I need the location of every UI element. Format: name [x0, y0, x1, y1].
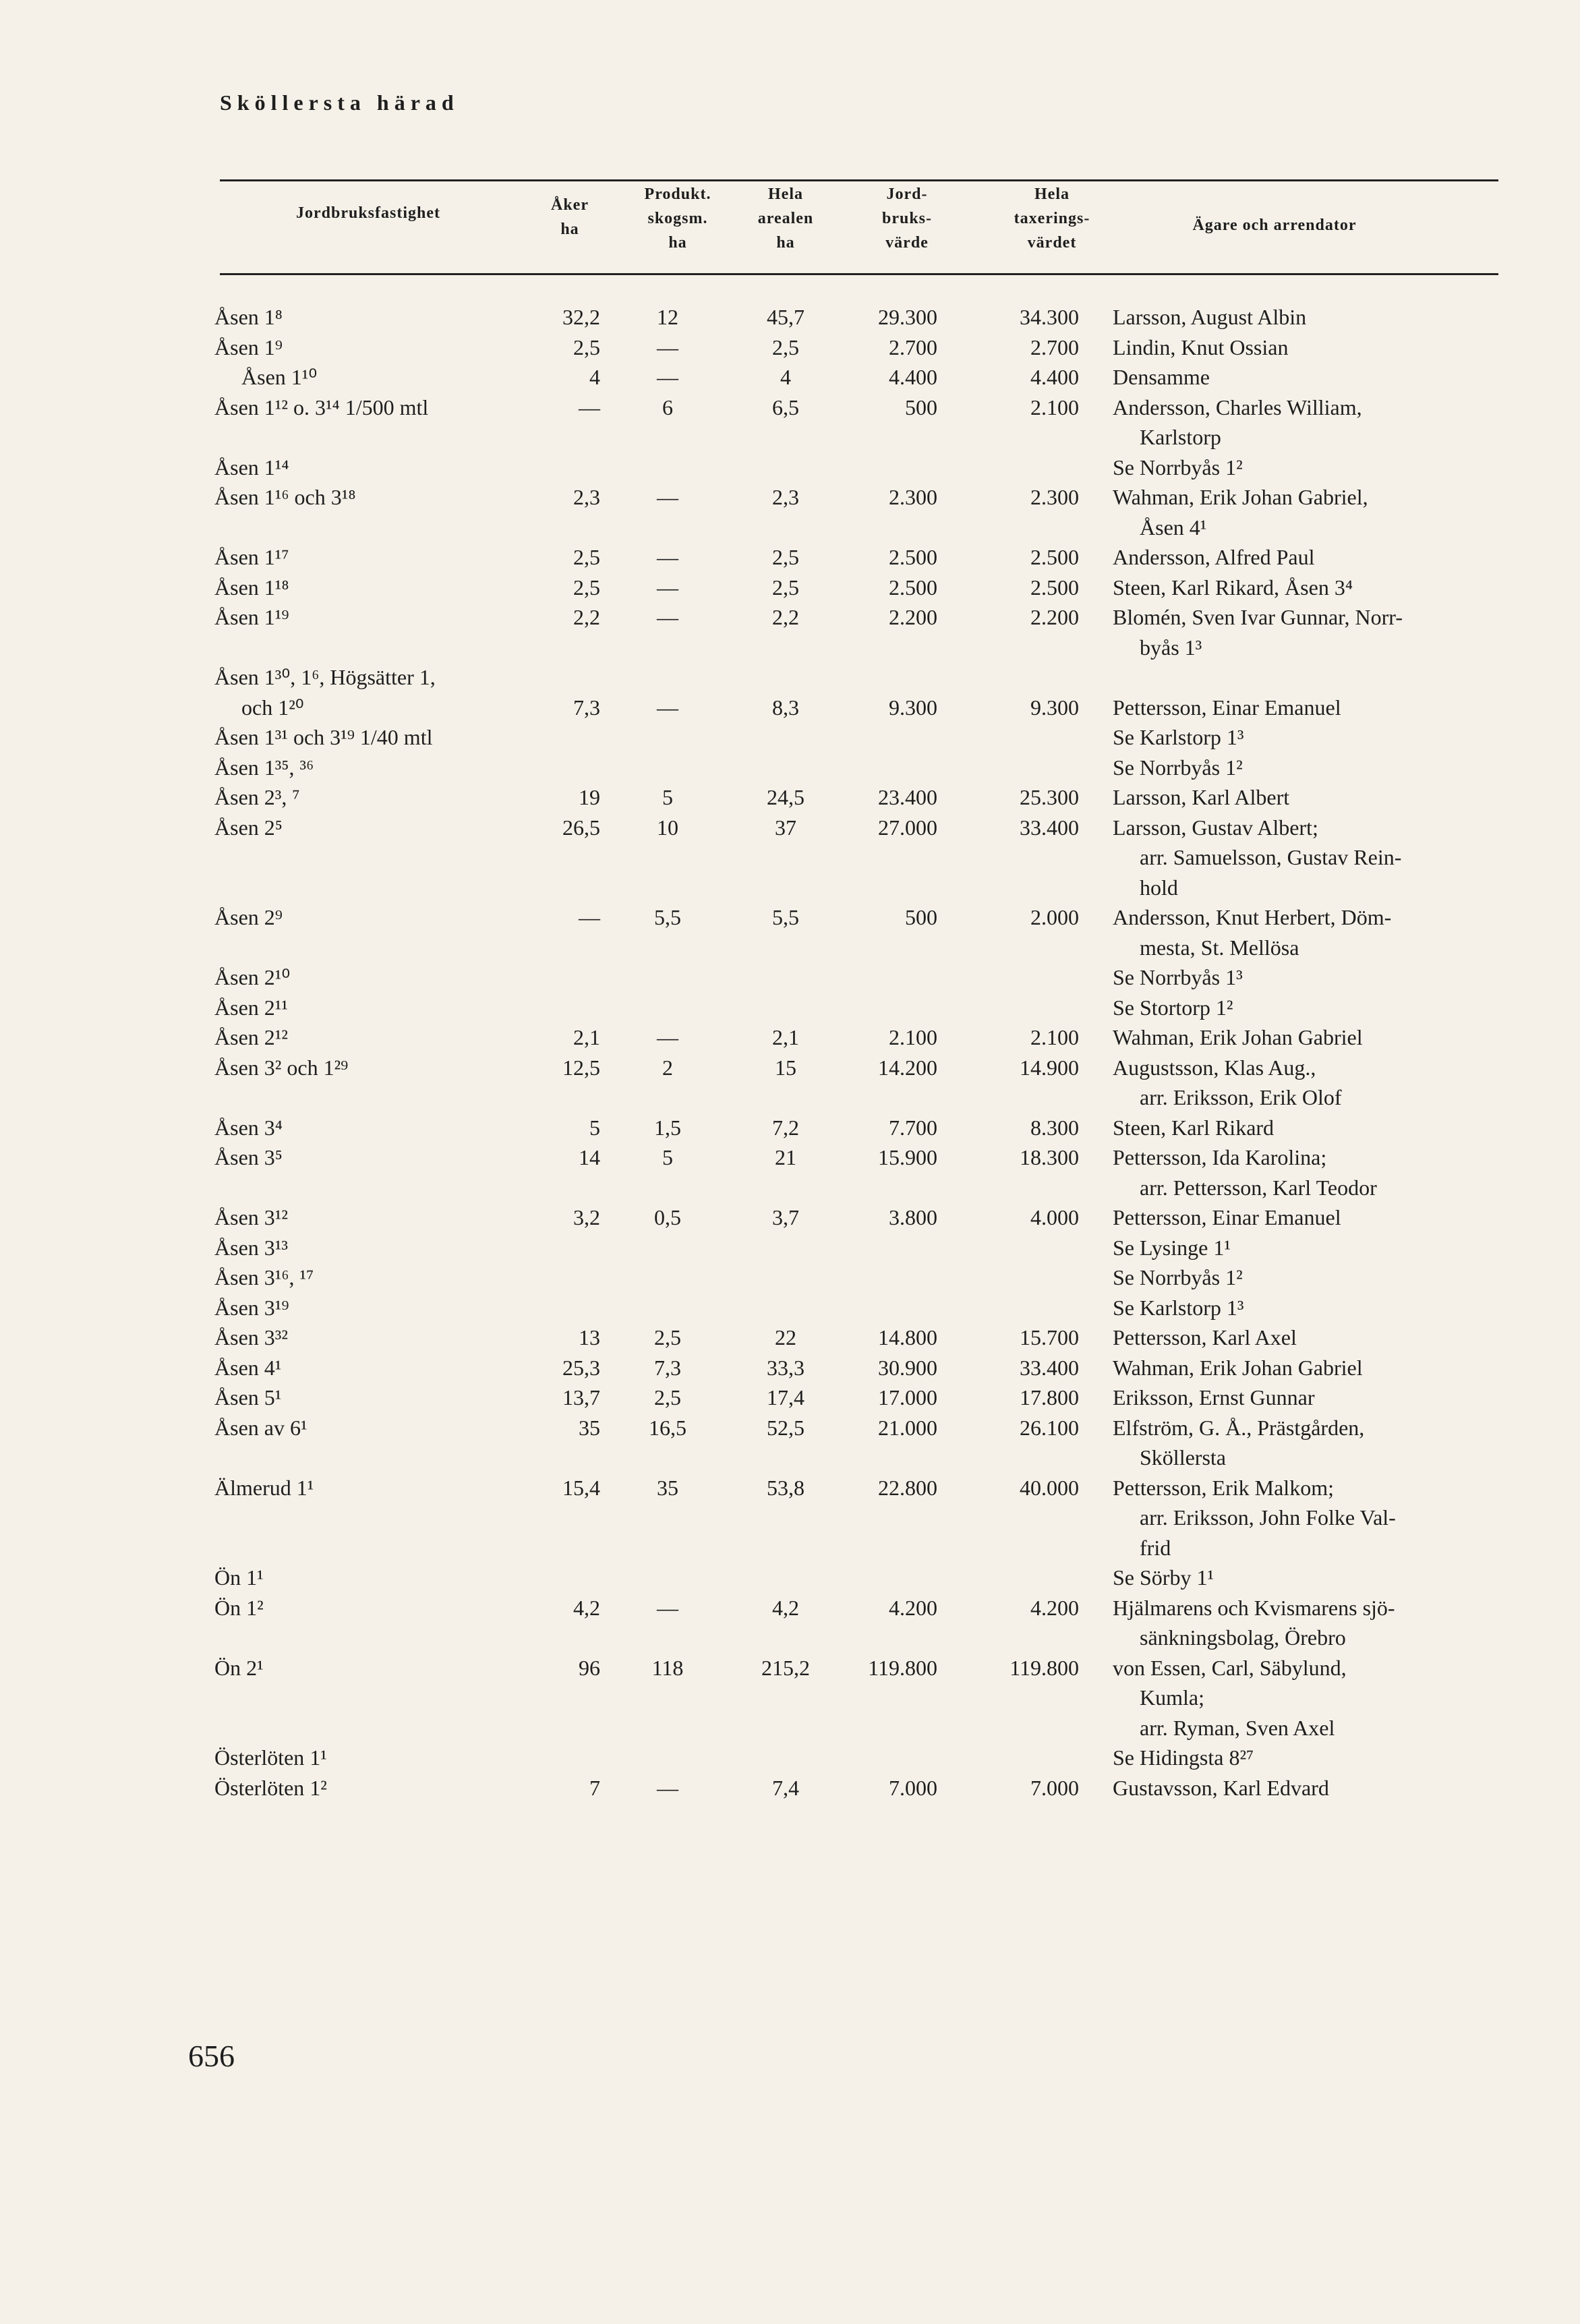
areal-value: 4 [780, 365, 791, 389]
owner-name-cont: Sköllersta [1140, 1445, 1226, 1470]
property-name: Österlöten 1¹ [214, 1745, 327, 1770]
areal-value: 2,3 [772, 485, 799, 509]
owner-name: Pettersson, Ida Karolina; [1113, 1145, 1327, 1169]
aker-value: 25,3 [562, 1355, 600, 1380]
areal-value: 8,3 [772, 695, 799, 720]
taxeringsvarde-value: 4.000 [1030, 1205, 1079, 1229]
owner-name: Pettersson, Einar Emanuel [1113, 1205, 1341, 1229]
owner-name: Pettersson, Einar Emanuel [1113, 695, 1341, 720]
owner-name: Se Hidingsta 8²⁷ [1113, 1745, 1254, 1770]
header-owner: Ägare och arrendator [1192, 216, 1357, 234]
taxeringsvarde-value: 2.200 [1030, 605, 1079, 629]
aker-value: 5 [589, 1115, 600, 1140]
aker-value: 26,5 [562, 815, 600, 840]
property-name: Österlöten 1² [214, 1775, 327, 1800]
areal-value: 15 [775, 1055, 796, 1080]
page-number: 656 [188, 2039, 235, 2073]
owner-name: Larsson, August Albin [1113, 305, 1307, 329]
property-name: Ön 1¹ [214, 1565, 264, 1590]
areal-value: 7,2 [772, 1115, 799, 1140]
owner-name: Se Norrbyås 1³ [1113, 965, 1243, 989]
owner-name: Pettersson, Erik Malkom; [1113, 1475, 1334, 1500]
jordbruksvarde-value: 22.800 [878, 1475, 937, 1500]
areal-value: 17,4 [767, 1385, 804, 1410]
skog-value: 5,5 [654, 905, 681, 929]
taxeringsvarde-value: 119.800 [1010, 1655, 1079, 1680]
taxeringsvarde-value: 2.100 [1030, 395, 1079, 419]
owner-name: Wahman, Erik Johan Gabriel, [1113, 485, 1368, 509]
aker-value: 35 [579, 1415, 600, 1440]
taxeringsvarde-value: 2.100 [1030, 1025, 1079, 1049]
owner-name: Gustavsson, Karl Edvard [1113, 1775, 1329, 1800]
property-name: Åsen 1³⁰, 1⁶, Högsätter 1, [214, 665, 436, 689]
aker-value: 2,1 [573, 1025, 600, 1049]
property-name: Åsen 1⁸ [214, 305, 283, 329]
skog-value: — [657, 695, 678, 720]
skog-value: 0,5 [654, 1205, 681, 1229]
aker-value: 2,5 [573, 575, 600, 600]
areal-value: 4,2 [772, 1595, 799, 1620]
skog-value: 7,3 [654, 1355, 681, 1380]
property-name: Åsen 1³¹ och 3¹⁹ 1/40 mtl [214, 725, 433, 749]
jordbruksvarde-value: 500 [905, 395, 937, 419]
owner-name: Se Norrbyås 1² [1113, 455, 1243, 480]
taxeringsvarde-value: 2.500 [1030, 575, 1079, 600]
areal-value: 22 [775, 1325, 796, 1349]
owner-name: Steen, Karl Rikard, Åsen 3⁴ [1113, 575, 1353, 600]
header-taxvarde: Hela taxerings- värdet [1014, 185, 1090, 252]
skog-value: 2,5 [654, 1385, 681, 1410]
jordbruksvarde-value: 9.300 [889, 695, 937, 720]
areal-value: 7,4 [772, 1775, 799, 1800]
taxeringsvarde-value: 2.500 [1030, 545, 1079, 569]
owner-name-cont: arr. Pettersson, Karl Teodor [1140, 1175, 1377, 1200]
areal-value: 24,5 [767, 785, 804, 809]
property-name: Åsen 2⁵ [214, 815, 283, 840]
header-property: Jordbruksfastighet [295, 204, 441, 222]
property-name: Åsen 3¹² [214, 1205, 288, 1229]
owner-name: Se Karlstorp 1³ [1113, 1295, 1244, 1320]
skog-value: 5 [662, 1145, 673, 1169]
page-title: Sköllersta härad [220, 90, 459, 115]
owner-name: Steen, Karl Rikard [1113, 1115, 1275, 1140]
aker-value: — [579, 395, 600, 419]
owner-name-cont: Kumla; [1140, 1685, 1204, 1710]
taxeringsvarde-value: 7.000 [1030, 1775, 1079, 1800]
property-name: Åsen 3⁴ [214, 1115, 283, 1140]
owner-name: Larsson, Gustav Albert; [1113, 815, 1318, 840]
areal-value: 215,2 [761, 1655, 810, 1680]
property-name: Åsen 1¹⁶ och 3¹⁸ [214, 485, 356, 509]
owner-name: Se Norrbyås 1² [1113, 1265, 1243, 1289]
areal-value: 2,1 [772, 1025, 799, 1049]
aker-value: 2,2 [573, 605, 600, 629]
taxeringsvarde-value: 15.700 [1020, 1325, 1079, 1349]
header-jordvarde: Jord- bruks- värde [881, 185, 933, 252]
taxeringsvarde-value: 40.000 [1020, 1475, 1079, 1500]
areal-value: 21 [775, 1145, 796, 1169]
owner-name: Eriksson, Ernst Gunnar [1113, 1385, 1315, 1410]
taxeringsvarde-value: 33.400 [1020, 815, 1079, 840]
areal-value: 3,7 [772, 1205, 799, 1229]
areal-value: 53,8 [767, 1475, 804, 1500]
aker-value: 2,3 [573, 485, 600, 509]
property-name: Ön 2¹ [214, 1655, 264, 1680]
property-name: Älmerud 1¹ [214, 1475, 314, 1500]
areal-value: 2,5 [772, 545, 799, 569]
taxeringsvarde-value: 26.100 [1020, 1415, 1079, 1440]
jordbruksvarde-value: 29.300 [878, 305, 937, 329]
jordbruksvarde-value: 2.100 [889, 1025, 937, 1049]
areal-value: 33,3 [767, 1355, 804, 1380]
property-name: Åsen 1¹⁸ [214, 575, 289, 600]
aker-value: 96 [579, 1655, 600, 1680]
aker-value: 13,7 [562, 1385, 600, 1410]
skog-value: 10 [657, 815, 678, 840]
owner-name: Augustsson, Klas Aug., [1113, 1055, 1316, 1080]
taxeringsvarde-value: 4.200 [1030, 1595, 1079, 1620]
owner-name: Andersson, Alfred Paul [1113, 545, 1315, 569]
taxeringsvarde-value: 8.300 [1030, 1115, 1079, 1140]
owner-name-cont: Åsen 4¹ [1140, 515, 1207, 540]
property-name: Åsen 2³, ⁷ [214, 785, 300, 809]
jordbruksvarde-value: 14.200 [878, 1055, 937, 1080]
owner-name: Andersson, Charles William, [1113, 395, 1362, 419]
owner-name-cont: mesta, St. Mellösa [1140, 935, 1299, 960]
property-name: Åsen 2⁹ [214, 905, 283, 929]
jordbruksvarde-value: 23.400 [878, 785, 937, 809]
property-name: Åsen 1⁹ [214, 335, 283, 359]
skog-value: — [657, 365, 678, 389]
owner-name: Elfström, G. Å., Prästgården, [1113, 1415, 1365, 1440]
skog-value: — [657, 1775, 678, 1800]
aker-value: 4,2 [573, 1595, 600, 1620]
taxeringsvarde-value: 2.300 [1030, 485, 1079, 509]
property-name: Åsen 1¹⁴ [214, 455, 289, 480]
aker-value: 19 [579, 785, 600, 809]
taxeringsvarde-value: 34.300 [1020, 305, 1079, 329]
taxeringsvarde-value: 18.300 [1020, 1145, 1079, 1169]
aker-value: 32,2 [562, 305, 600, 329]
jordbruksvarde-value: 4.400 [889, 365, 937, 389]
skog-value: — [657, 335, 678, 359]
property-name: Åsen 2¹⁰ [214, 965, 291, 989]
areal-value: 37 [775, 815, 796, 840]
areal-value: 52,5 [767, 1415, 804, 1440]
property-name: Åsen 1¹⁹ [214, 605, 289, 629]
jordbruksvarde-value: 15.900 [878, 1145, 937, 1169]
owner-name-cont: arr. Eriksson, John Folke Val- [1140, 1505, 1396, 1530]
areal-value: 45,7 [767, 305, 804, 329]
property-name: Åsen 3¹³ [214, 1235, 288, 1260]
jordbruksvarde-value: 2.500 [889, 575, 937, 600]
skog-value: — [657, 1595, 678, 1620]
aker-value: 2,5 [573, 545, 600, 569]
aker-value: 4 [589, 365, 600, 389]
aker-value: 7,3 [573, 695, 600, 720]
owner-name-cont: frid [1140, 1535, 1171, 1560]
owner-name: Pettersson, Karl Axel [1113, 1325, 1297, 1349]
aker-value: 13 [579, 1325, 600, 1349]
jordbruksvarde-value: 2.500 [889, 545, 937, 569]
owner-name: Densamme [1113, 365, 1210, 389]
aker-value: — [579, 905, 600, 929]
property-name: Åsen 4¹ [214, 1355, 282, 1380]
skog-value: 16,5 [649, 1415, 686, 1440]
skog-value: — [657, 545, 678, 569]
owner-name-cont: arr. Samuelsson, Gustav Rein- [1140, 845, 1402, 869]
property-name: Åsen 1³⁵, ³⁶ [214, 755, 314, 780]
owner-name: Se Lysinge 1¹ [1113, 1235, 1231, 1260]
owner-name: Lindin, Knut Ossian [1113, 335, 1289, 359]
property-name: Åsen 5¹ [214, 1385, 282, 1410]
aker-value: 3,2 [573, 1205, 600, 1229]
owner-name: Se Norrbyås 1² [1113, 755, 1243, 780]
jordbruksvarde-value: 14.800 [878, 1325, 937, 1349]
owner-name: Se Stortorp 1² [1113, 995, 1233, 1020]
owner-name-cont: byås 1³ [1140, 635, 1202, 660]
taxeringsvarde-value: 2.000 [1030, 905, 1079, 929]
areal-value: 2,5 [772, 335, 799, 359]
property-name: Åsen 1¹⁷ [214, 545, 289, 569]
jordbruksvarde-value: 3.800 [889, 1205, 937, 1229]
areal-value: 2,5 [772, 575, 799, 600]
owner-name: Se Sörby 1¹ [1113, 1565, 1215, 1590]
property-name: Åsen 3⁵ [214, 1145, 283, 1169]
owner-name: Se Karlstorp 1³ [1113, 725, 1244, 749]
property-name-cont: och 1²⁰ [241, 695, 304, 720]
owner-name: Larsson, Karl Albert [1113, 785, 1290, 809]
areal-value: 5,5 [772, 905, 799, 929]
jordbruksvarde-value: 7.700 [889, 1115, 937, 1140]
taxeringsvarde-value: 2.700 [1030, 335, 1079, 359]
aker-value: 14 [579, 1145, 600, 1169]
property-name: Åsen 3² och 1²⁹ [214, 1055, 349, 1080]
areal-value: 2,2 [772, 605, 799, 629]
skog-value: — [657, 485, 678, 509]
property-name: Åsen 1¹² o. 3¹⁴ 1/500 mtl [214, 395, 429, 419]
skog-value: — [657, 575, 678, 600]
owner-name-cont: arr. Ryman, Sven Axel [1140, 1715, 1335, 1740]
property-name: Åsen 2¹¹ [214, 995, 288, 1020]
jordbruksvarde-value: 2.300 [889, 485, 937, 509]
property-name: Ön 1² [214, 1595, 264, 1620]
taxeringsvarde-value: 4.400 [1030, 365, 1079, 389]
property-name: Åsen av 6¹ [214, 1415, 308, 1440]
skog-value: 12 [657, 305, 678, 329]
property-name: Åsen 2¹² [214, 1025, 288, 1049]
header-skog: Produkt. skogsm. ha [644, 185, 711, 252]
skog-value: — [657, 1025, 678, 1049]
header-aker: Åker ha [551, 196, 589, 238]
owner-name: von Essen, Carl, Säbylund, [1113, 1655, 1347, 1680]
jordbruksvarde-value: 500 [905, 905, 937, 929]
skog-value: 35 [657, 1475, 678, 1500]
jordbruksvarde-value: 4.200 [889, 1595, 937, 1620]
jordbruksvarde-value: 2.200 [889, 605, 937, 629]
taxeringsvarde-value: 25.300 [1020, 785, 1079, 809]
property-name: Åsen 1¹⁰ [241, 365, 318, 389]
owner-name: Wahman, Erik Johan Gabriel [1113, 1355, 1363, 1380]
skog-value: 2 [662, 1055, 673, 1080]
jordbruksvarde-value: 17.000 [878, 1385, 937, 1410]
skog-value: — [657, 605, 678, 629]
skog-value: 2,5 [654, 1325, 681, 1349]
jordbruksvarde-value: 119.800 [868, 1655, 937, 1680]
taxeringsvarde-value: 9.300 [1030, 695, 1079, 720]
header-areal: Hela arealen ha [757, 185, 814, 252]
jordbruksvarde-value: 27.000 [878, 815, 937, 840]
owner-name-cont: sänkningsbolag, Örebro [1140, 1625, 1346, 1650]
skog-value: 6 [662, 395, 673, 419]
owner-name-cont: Karlstorp [1140, 425, 1221, 449]
owner-name-cont: hold [1140, 875, 1178, 900]
owner-name: Blomén, Sven Ivar Gunnar, Norr- [1113, 605, 1403, 629]
property-name: Åsen 3¹⁹ [214, 1295, 289, 1320]
taxeringsvarde-value: 33.400 [1020, 1355, 1079, 1380]
jordbruksvarde-value: 21.000 [878, 1415, 937, 1440]
skog-value: 118 [651, 1655, 684, 1680]
owner-name: Wahman, Erik Johan Gabriel [1113, 1025, 1363, 1049]
owner-name-cont: arr. Eriksson, Erik Olof [1140, 1085, 1342, 1109]
taxeringsvarde-value: 14.900 [1020, 1055, 1079, 1080]
aker-value: 12,5 [562, 1055, 600, 1080]
jordbruksvarde-value: 7.000 [889, 1775, 937, 1800]
aker-value: 15,4 [562, 1475, 600, 1500]
jordbruksvarde-value: 2.700 [889, 335, 937, 359]
areal-value: 6,5 [772, 395, 799, 419]
aker-value: 2,5 [573, 335, 600, 359]
property-name: Åsen 3³² [214, 1325, 288, 1349]
skog-value: 5 [662, 785, 673, 809]
aker-value: 7 [589, 1775, 600, 1800]
taxeringsvarde-value: 17.800 [1020, 1385, 1079, 1410]
owner-name: Hjälmarens och Kvismarens sjö- [1113, 1595, 1395, 1620]
jordbruksvarde-value: 30.900 [878, 1355, 937, 1380]
skog-value: 1,5 [654, 1115, 681, 1140]
property-name: Åsen 3¹⁶, ¹⁷ [214, 1265, 314, 1289]
owner-name: Andersson, Knut Herbert, Döm- [1113, 905, 1392, 929]
